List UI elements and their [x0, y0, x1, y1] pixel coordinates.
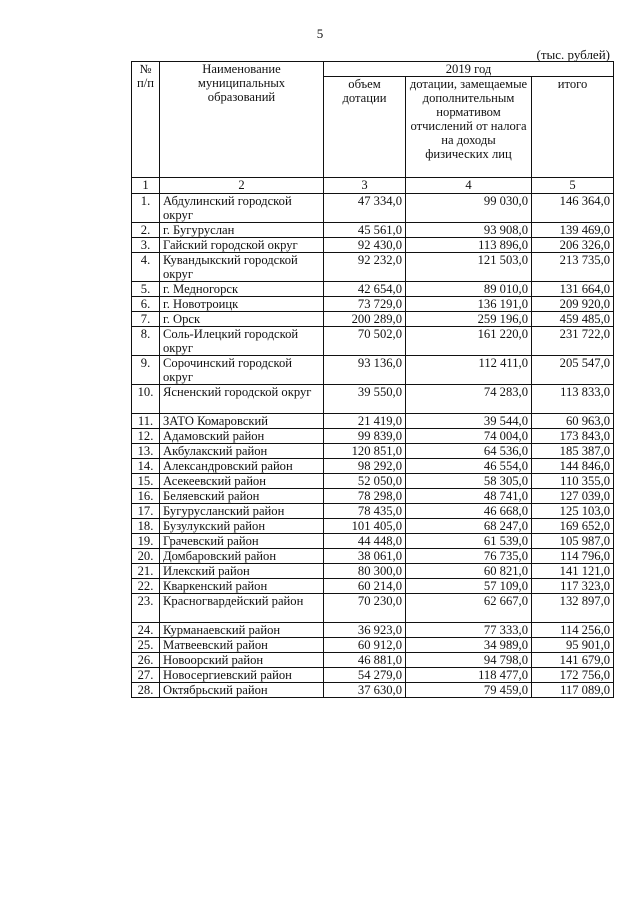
row-number: 19.: [132, 534, 160, 549]
grant-amount: 70 502,0: [324, 327, 406, 356]
table-row: [132, 429, 614, 444]
grant-amount: 78 298,0: [324, 489, 406, 504]
municipality-name: Беляевский район: [160, 489, 324, 504]
row-number: 11.: [132, 414, 160, 429]
total-amount: 169 652,0: [532, 519, 614, 534]
total-amount: 231 722,0: [532, 327, 614, 356]
municipality-name: Грачевский район: [160, 534, 324, 549]
table-row: [132, 594, 614, 623]
grant-amount: 38 061,0: [324, 549, 406, 564]
row-number: 25.: [132, 638, 160, 653]
replaced-grant-amount: 46 668,0: [406, 504, 532, 519]
replaced-grant-amount: 60 821,0: [406, 564, 532, 579]
row-number: 12.: [132, 429, 160, 444]
replaced-grant-amount: 68 247,0: [406, 519, 532, 534]
table-row: [132, 459, 614, 474]
replaced-grant-amount: 62 667,0: [406, 594, 532, 623]
row-number: 10.: [132, 385, 160, 414]
replaced-grant-amount: 136 191,0: [406, 297, 532, 312]
table-row: [132, 653, 614, 668]
replaced-grant-amount: 161 220,0: [406, 327, 532, 356]
row-number: 23.: [132, 594, 160, 623]
column-number: 1: [132, 178, 160, 194]
grant-amount: 36 923,0: [324, 623, 406, 638]
column-number: 5: [532, 178, 614, 194]
total-amount: 213 735,0: [532, 253, 614, 282]
row-number: 2.: [132, 223, 160, 238]
table-row: [132, 579, 614, 594]
municipality-name: Адамовский район: [160, 429, 324, 444]
municipality-name: Октябрьский район: [160, 683, 324, 698]
total-amount: 205 547,0: [532, 356, 614, 385]
row-number: 3.: [132, 238, 160, 253]
table-row: [132, 474, 614, 489]
row-number: 14.: [132, 459, 160, 474]
total-amount: 459 485,0: [532, 312, 614, 327]
grant-amount: 70 230,0: [324, 594, 406, 623]
replaced-grant-amount: 89 010,0: [406, 282, 532, 297]
header-num: № п/п: [132, 62, 160, 178]
row-number: 28.: [132, 683, 160, 698]
replaced-grant-amount: 64 536,0: [406, 444, 532, 459]
row-number: 17.: [132, 504, 160, 519]
table-row: [132, 534, 614, 549]
header-year: 2019 год: [324, 62, 614, 77]
municipality-name: Ясненский городской округ: [160, 385, 324, 414]
grant-amount: 101 405,0: [324, 519, 406, 534]
replaced-grant-amount: 48 741,0: [406, 489, 532, 504]
grant-amount: 99 839,0: [324, 429, 406, 444]
grant-amount: 46 881,0: [324, 653, 406, 668]
grant-amount: 52 050,0: [324, 474, 406, 489]
grant-amount: 78 435,0: [324, 504, 406, 519]
grant-amount: 37 630,0: [324, 683, 406, 698]
municipality-name: Гайский городской округ: [160, 238, 324, 253]
total-amount: 141 679,0: [532, 653, 614, 668]
total-amount: 113 833,0: [532, 385, 614, 414]
municipality-name: Красногвардейский район: [160, 594, 324, 623]
grant-amount: 92 430,0: [324, 238, 406, 253]
municipality-name: г. Орск: [160, 312, 324, 327]
municipality-name: Асекеевский район: [160, 474, 324, 489]
replaced-grant-amount: 121 503,0: [406, 253, 532, 282]
table-row: [132, 638, 614, 653]
header-grant: объем дотации: [324, 77, 406, 178]
municipality-name: Соль-Илецкий городской округ: [160, 327, 324, 356]
total-amount: 125 103,0: [532, 504, 614, 519]
column-number: 3: [324, 178, 406, 194]
municipality-name: г. Медногорск: [160, 282, 324, 297]
row-number: 22.: [132, 579, 160, 594]
replaced-grant-amount: 93 908,0: [406, 223, 532, 238]
replaced-grant-amount: 74 004,0: [406, 429, 532, 444]
total-amount: 60 963,0: [532, 414, 614, 429]
row-number: 5.: [132, 282, 160, 297]
row-number: 21.: [132, 564, 160, 579]
grant-amount: 45 561,0: [324, 223, 406, 238]
total-amount: 95 901,0: [532, 638, 614, 653]
table-row: [132, 356, 614, 385]
column-number: 4: [406, 178, 532, 194]
municipality-name: Матвеевский район: [160, 638, 324, 653]
table-row: [132, 194, 614, 223]
table-row: [132, 564, 614, 579]
municipality-name: Кваркенский район: [160, 579, 324, 594]
grant-amount: 93 136,0: [324, 356, 406, 385]
municipality-name: Бугурусланский район: [160, 504, 324, 519]
total-amount: 117 323,0: [532, 579, 614, 594]
budget-table: [131, 61, 614, 698]
total-amount: 110 355,0: [532, 474, 614, 489]
grant-amount: 42 654,0: [324, 282, 406, 297]
municipality-name: Абдулинский городской округ: [160, 194, 324, 223]
total-amount: 131 664,0: [532, 282, 614, 297]
total-amount: 114 256,0: [532, 623, 614, 638]
table-row: [132, 489, 614, 504]
municipality-name: Илекский район: [160, 564, 324, 579]
row-number: 16.: [132, 489, 160, 504]
row-number: 18.: [132, 519, 160, 534]
table-row: [132, 414, 614, 429]
table-row: [132, 504, 614, 519]
replaced-grant-amount: 39 544,0: [406, 414, 532, 429]
grant-amount: 21 419,0: [324, 414, 406, 429]
row-number: 6.: [132, 297, 160, 312]
grant-amount: 120 851,0: [324, 444, 406, 459]
table-row: [132, 312, 614, 327]
table-row: [132, 253, 614, 282]
row-number: 26.: [132, 653, 160, 668]
row-number: 13.: [132, 444, 160, 459]
header-total: итого: [532, 77, 614, 178]
total-amount: 114 796,0: [532, 549, 614, 564]
total-amount: 173 843,0: [532, 429, 614, 444]
table-row: [132, 297, 614, 312]
grant-amount: 60 214,0: [324, 579, 406, 594]
municipality-name: Кувандыкский городской округ: [160, 253, 324, 282]
grant-amount: 73 729,0: [324, 297, 406, 312]
table-row: [132, 519, 614, 534]
municipality-name: Новоорский район: [160, 653, 324, 668]
row-number: 15.: [132, 474, 160, 489]
total-amount: 139 469,0: [532, 223, 614, 238]
grant-amount: 60 912,0: [324, 638, 406, 653]
municipality-name: Сорочинский городской округ: [160, 356, 324, 385]
table-row: [132, 683, 614, 698]
table-row: [132, 385, 614, 414]
table-row: [132, 327, 614, 356]
total-amount: 185 387,0: [532, 444, 614, 459]
municipality-name: Домбаровский район: [160, 549, 324, 564]
municipality-name: Новосергиевский район: [160, 668, 324, 683]
table-body: [132, 194, 614, 698]
replaced-grant-amount: 79 459,0: [406, 683, 532, 698]
replaced-grant-amount: 112 411,0: [406, 356, 532, 385]
row-number: 4.: [132, 253, 160, 282]
replaced-grant-amount: 74 283,0: [406, 385, 532, 414]
replaced-grant-amount: 77 333,0: [406, 623, 532, 638]
total-amount: 141 121,0: [532, 564, 614, 579]
total-amount: 105 987,0: [532, 534, 614, 549]
municipality-name: ЗАТО Комаровский: [160, 414, 324, 429]
table-row: [132, 223, 614, 238]
grant-amount: 80 300,0: [324, 564, 406, 579]
replaced-grant-amount: 57 109,0: [406, 579, 532, 594]
replaced-grant-amount: 46 554,0: [406, 459, 532, 474]
total-amount: 206 326,0: [532, 238, 614, 253]
total-amount: 117 089,0: [532, 683, 614, 698]
municipality-name: Александровский район: [160, 459, 324, 474]
page-number: 5: [316, 26, 324, 41]
municipality-name: Бузулукский район: [160, 519, 324, 534]
table-row: [132, 623, 614, 638]
grant-amount: 98 292,0: [324, 459, 406, 474]
table-row: [132, 238, 614, 253]
replaced-grant-amount: 94 798,0: [406, 653, 532, 668]
table-row: [132, 668, 614, 683]
total-amount: 146 364,0: [532, 194, 614, 223]
table-row: [132, 282, 614, 297]
grant-amount: 39 550,0: [324, 385, 406, 414]
total-amount: 209 920,0: [532, 297, 614, 312]
row-number: 20.: [132, 549, 160, 564]
municipality-name: Курманаевский район: [160, 623, 324, 638]
column-number: 2: [160, 178, 324, 194]
row-number: 9.: [132, 356, 160, 385]
units-label: (тыс. рублей): [536, 47, 610, 62]
grant-amount: 47 334,0: [324, 194, 406, 223]
replaced-grant-amount: 58 305,0: [406, 474, 532, 489]
grant-amount: 200 289,0: [324, 312, 406, 327]
municipality-name: г. Новотроицк: [160, 297, 324, 312]
table-row: [132, 444, 614, 459]
replaced-grant-amount: 99 030,0: [406, 194, 532, 223]
municipality-name: г. Бугуруслан: [160, 223, 324, 238]
replaced-grant-amount: 76 735,0: [406, 549, 532, 564]
total-amount: 172 756,0: [532, 668, 614, 683]
replaced-grant-amount: 61 539,0: [406, 534, 532, 549]
grant-amount: 44 448,0: [324, 534, 406, 549]
replaced-grant-amount: 113 896,0: [406, 238, 532, 253]
row-number: 8.: [132, 327, 160, 356]
row-number: 27.: [132, 668, 160, 683]
total-amount: 144 846,0: [532, 459, 614, 474]
replaced-grant-amount: 34 989,0: [406, 638, 532, 653]
header-replaced: дотации, замещаемые дополнительным нормативом отчислений от налога на доходы физических лиц: [406, 77, 532, 178]
row-number: 24.: [132, 623, 160, 638]
total-amount: 127 039,0: [532, 489, 614, 504]
replaced-grant-amount: 259 196,0: [406, 312, 532, 327]
row-number: 7.: [132, 312, 160, 327]
total-amount: 132 897,0: [532, 594, 614, 623]
header-name: Наименование муниципальных образований: [160, 62, 324, 178]
replaced-grant-amount: 118 477,0: [406, 668, 532, 683]
grant-amount: 92 232,0: [324, 253, 406, 282]
municipality-name: Акбулакский район: [160, 444, 324, 459]
row-number: 1.: [132, 194, 160, 223]
table-row: [132, 549, 614, 564]
grant-amount: 54 279,0: [324, 668, 406, 683]
